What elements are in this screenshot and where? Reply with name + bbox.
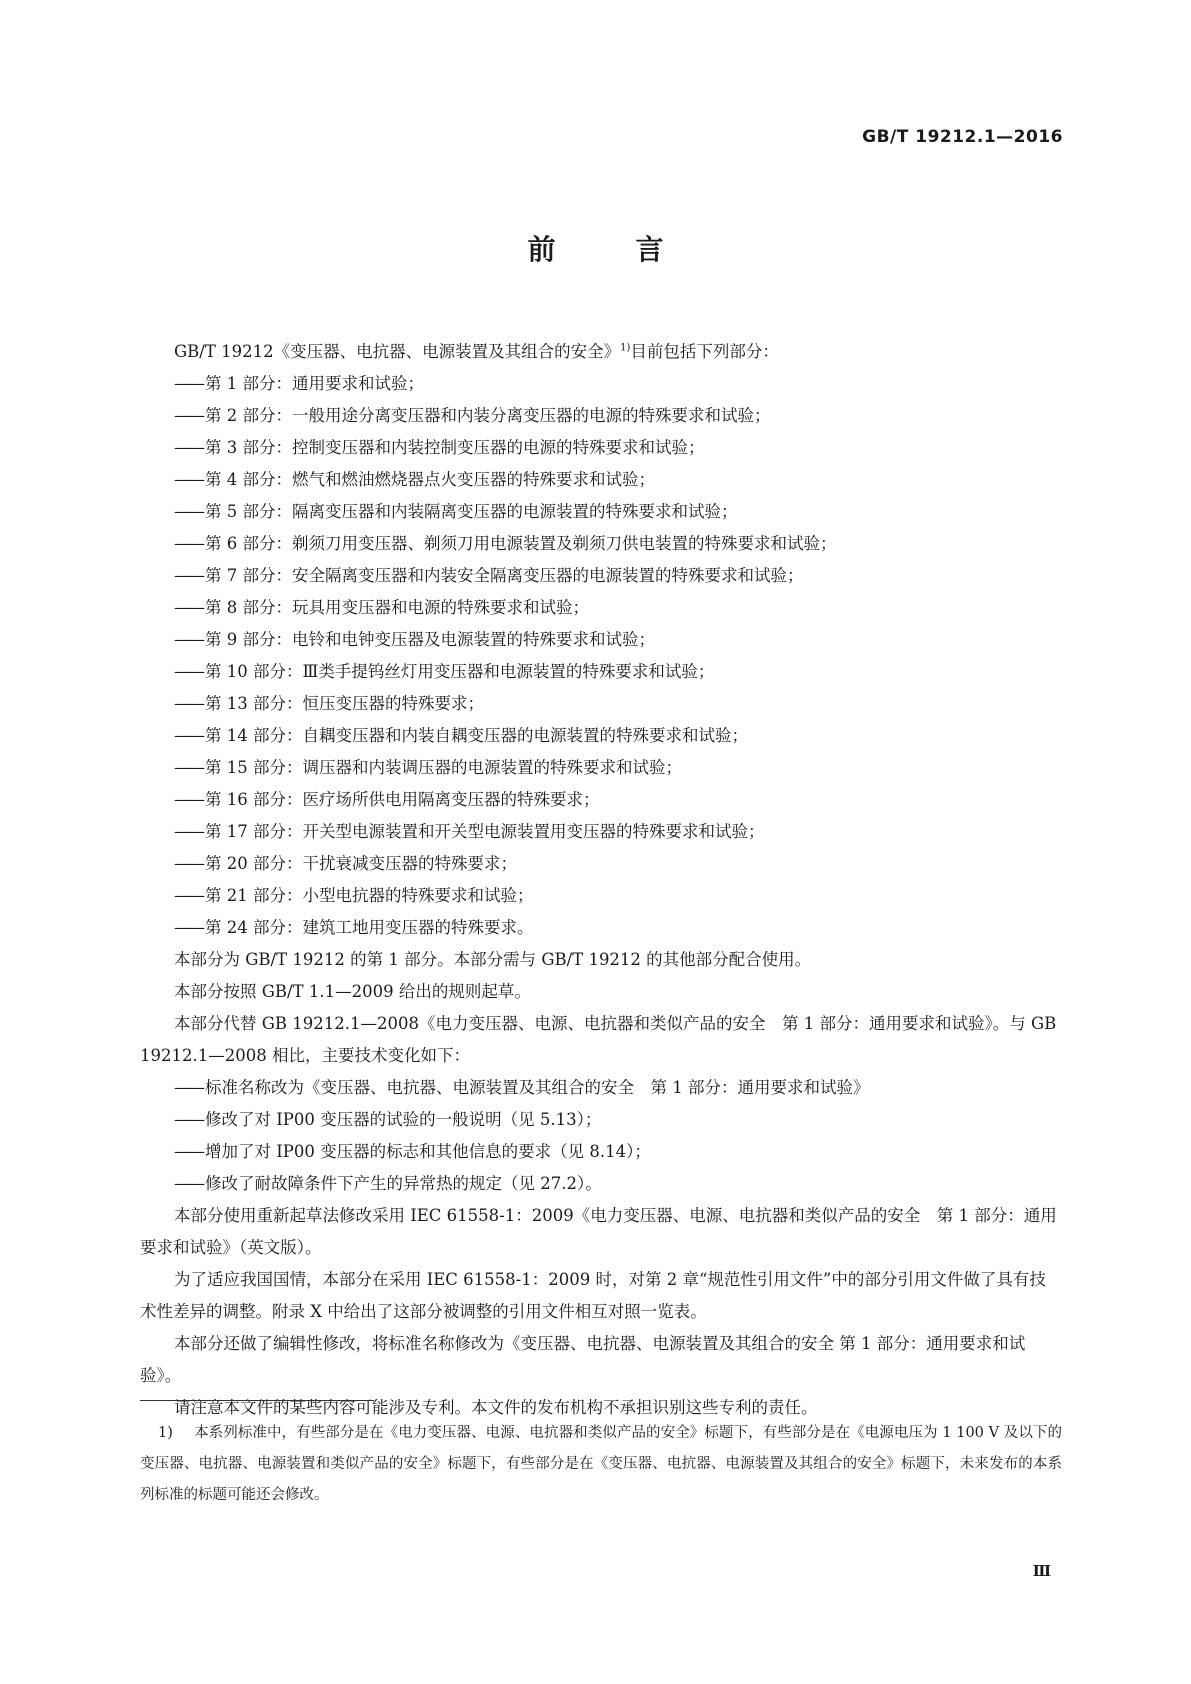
- footnote: [140, 1418, 1062, 1511]
- paragraph-national: 为了适应我国国情，本部分在采用 IEC 61558-1：2009 时，对第 2 章“规范性引用文件”中的部分引用文件做了具有技术性差异的调整。附录 X 中给出了这部分被调整的引用文件相互对照一览表。: [140, 1270, 1046, 1321]
- paragraph-patent: 请注意本文件的某些内容可能涉及专利。本文件的发布机构不承担识别这些专利的责任。: [174, 1398, 818, 1417]
- footnote-mark: 1): [158, 1425, 173, 1441]
- page-number: Ⅲ: [1032, 1562, 1051, 1580]
- list-item: —— 第 2 部分：一般用途分离变压器和内装分离变压器的电源的特殊要求和试验；: [174, 400, 1062, 432]
- paragraph-editorial: 本部分还做了编辑性修改，将标准名称修改为《变压器、电抗器、电源装置及其组合的安全 第 1 部分：通用要求和试验》。: [140, 1334, 1026, 1385]
- list-item: —— 修改了耐故障条件下产生的异常热的规定（见 27.2）。: [174, 1168, 1062, 1200]
- paragraph-replace: 本部分代替 GB 19212.1—2008《电力变压器、电源、电抗器和类似产品的安全 第 1 部分：通用要求和试验》。与 GB 19212.1—2008 相比，主要技术变化如下：: [140, 1014, 1057, 1065]
- list-item: —— 第 4 部分：燃气和燃油燃烧器点火变压器的特殊要求和试验；: [174, 464, 1062, 496]
- footnote-ref: 1): [620, 342, 631, 354]
- list-item: —— 第 5 部分：隔离变压器和内装隔离变压器的电源装置的特殊要求和试验；: [174, 496, 1062, 528]
- list-item: —— 第 20 部分：干扰衰减变压器的特殊要求；: [174, 848, 1062, 880]
- list-item: —— 第 17 部分：开关型电源装置和开关型电源装置用变压器的特殊要求和试验；: [174, 816, 1062, 848]
- list-item: —— 第 10 部分：Ⅲ类手提钨丝灯用变压器和电源装置的特殊要求和试验；: [174, 656, 1062, 688]
- changes-list: [174, 1072, 1062, 1200]
- paragraph-part-of: 本部分为 GB/T 19212 的第 1 部分。本部分需与 GB/T 19212 的其他部分配合使用。: [174, 950, 812, 969]
- list-item: —— 第 7 部分：安全隔离变压器和内装安全隔离变压器的电源装置的特殊要求和试验；: [174, 560, 1062, 592]
- paragraph-adopt: 本部分使用重新起草法修改采用 IEC 61558-1：2009《电力变压器、电源、电抗器和类似产品的安全 第 1 部分：通用要求和试验》（英文版）。: [140, 1206, 1057, 1257]
- list-item: —— 第 6 部分：剃须刀用变压器、剃须刀用电源装置及剃须刀供电装置的特殊要求和试验；: [174, 528, 1062, 560]
- list-item: —— 标准名称改为《变压器、电抗器、电源装置及其组合的安全 第 1 部分：通用要求和试验》: [174, 1072, 1062, 1104]
- list-item: —— 第 24 部分：建筑工地用变压器的特殊要求。: [174, 912, 1062, 944]
- footnote-divider: [140, 1400, 374, 1401]
- list-item: —— 第 13 部分：恒压变压器的特殊要求；: [174, 688, 1062, 720]
- intro-paragraph: [174, 336, 1062, 368]
- list-item: —— 增加了对 IP00 变压器的标志和其他信息的要求（见 8.14）；: [174, 1136, 1062, 1168]
- list-item: —— 第 9 部分：电铃和电钟变压器及电源装置的特殊要求和试验；: [174, 624, 1062, 656]
- list-item: —— 第 1 部分：通用要求和试验；: [174, 368, 1062, 400]
- foreword-body: [140, 336, 1062, 1424]
- parts-list: [174, 368, 1062, 944]
- list-item: —— 第 21 部分：小型电抗器的特殊要求和试验；: [174, 880, 1062, 912]
- intro-suffix: 目前包括下列部分：: [630, 342, 779, 361]
- list-item: —— 第 8 部分：玩具用变压器和电源的特殊要求和试验；: [174, 592, 1062, 624]
- list-item: —— 第 14 部分：自耦变压器和内装自耦变压器的电源装置的特殊要求和试验；: [174, 720, 1062, 752]
- standard-number: GB/T 19212.1—2016: [862, 127, 1063, 147]
- list-item: —— 第 16 部分：医疗场所供电用隔离变压器的特殊要求；: [174, 784, 1062, 816]
- list-item: —— 第 3 部分：控制变压器和内装控制变压器的电源的特殊要求和试验；: [174, 432, 1062, 464]
- list-item: —— 修改了对 IP00 变压器的试验的一般说明（见 5.13）；: [174, 1104, 1062, 1136]
- intro-text: GB/T 19212《变压器、电抗器、电源装置及其组合的安全》: [174, 342, 621, 361]
- list-item: —— 第 15 部分：调压器和内装调压器的电源装置的特殊要求和试验；: [174, 752, 1062, 784]
- footnote-text: 本系列标准中，有些部分是在《电力变压器、电源、电抗器和类似产品的安全》标题下，有些部分是在《电源电压为 1 100 V 及以下的变压器、电抗器、电源装置和类似产品的安全》标题下，有些部分是在《变压器、电抗器、电源装置及其组合的安全》标题下，未来发布的本系列标准的标题可能还会修改。: [140, 1425, 1062, 1503]
- paragraph-drafting: 本部分按照 GB/T 1.1—2009 给出的规则起草。: [174, 982, 531, 1001]
- page-title: 前 言: [527, 233, 690, 266]
